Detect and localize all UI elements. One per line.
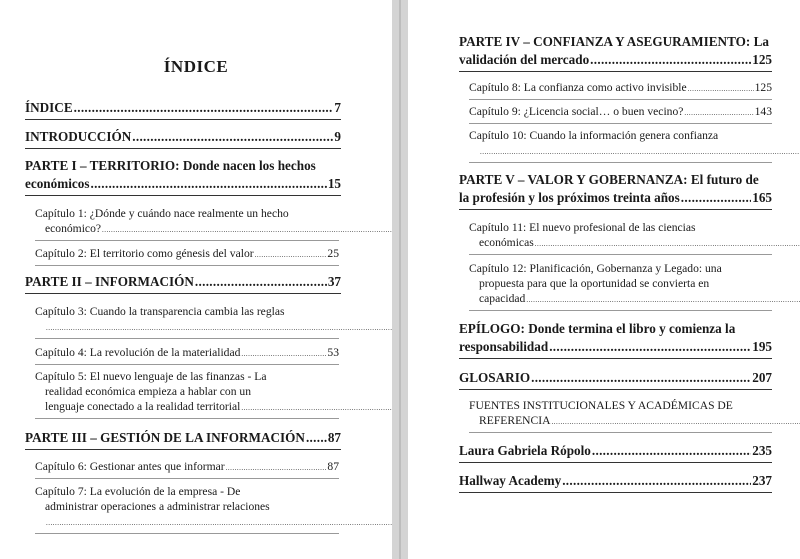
toc-entry-line: PARTE I – TERRITORIO: Donde nacen los hechos <box>25 158 316 173</box>
toc-entry-line: Capítulo 1: ¿Dónde y cuándo nace realmente un hecho <box>35 207 289 220</box>
toc-entry-text: Laura Gabriela Rópolo <box>459 443 591 458</box>
toc-entry-line: realidad económica empieza a hablar con un <box>45 385 252 398</box>
toc-entry-text: GLOSARIO <box>459 370 531 385</box>
toc-entry-capitulo-2[interactable] <box>35 246 339 266</box>
toc-entry-line: Capítulo 10: Cuando la información genera confianza <box>469 129 719 142</box>
dot-leader <box>535 236 800 249</box>
toc-entry-text: PARTE II – INFORMACIÓN <box>25 274 194 289</box>
toc-entry-line: Capítulo 7: La evolución de la empresa - De <box>35 485 241 498</box>
toc-entry-text: Capítulo 2: El territorio como génesis del valor <box>35 247 254 260</box>
toc-entry-line: Capítulo 3: Cuando la transparencia cambia las reglas <box>35 305 285 318</box>
dot-leader <box>226 459 327 476</box>
toc-entry-line: PARTE V – VALOR Y GOBERNANZA: El futuro de <box>459 172 759 187</box>
toc-page-number: 37 <box>327 274 341 289</box>
toc-entry-line: Capítulo 11: El nuevo profesional de las ciencias <box>469 221 696 234</box>
toc-entry-capitulo-4[interactable] <box>35 345 339 365</box>
dot-leader <box>590 51 751 69</box>
toc-entry-hallway-academy[interactable] <box>459 472 772 493</box>
toc-entry-text: Capítulo 8: La confianza como activo invisible <box>469 81 687 94</box>
toc-page-number: 87 <box>327 460 339 473</box>
toc-page-number: 53 <box>327 346 339 359</box>
toc-page-number: 125 <box>754 81 772 94</box>
dot-leader <box>688 80 754 97</box>
toc-entry-introduccion[interactable] <box>25 128 341 149</box>
toc-page-number: 87 <box>327 430 341 445</box>
toc-page-number: 235 <box>752 443 772 458</box>
toc-page-number: 195 <box>752 339 772 354</box>
toc-entry-glosario[interactable] <box>459 369 772 390</box>
dot-leader <box>195 273 327 291</box>
toc-entry-text: Hallway Academy <box>459 473 562 488</box>
toc-entry-parte-1[interactable] <box>25 157 341 196</box>
left-page <box>0 0 392 559</box>
toc-entry-text: Capítulo 4: La revolución de la materialidad <box>35 346 241 359</box>
toc-entry-indice[interactable] <box>25 99 341 120</box>
toc-entry-text: validación del mercado <box>459 52 590 67</box>
toc-entry-capitulo-9[interactable] <box>469 104 772 124</box>
toc-entry-text: capacidad <box>479 292 526 305</box>
toc-page-number: 165 <box>752 190 772 205</box>
toc-entry-line: propuesta para que la oportunidad se convierta en <box>479 277 710 290</box>
toc-entry-text: económicos <box>25 176 90 191</box>
dot-leader <box>102 222 392 235</box>
page-divider <box>399 0 401 559</box>
toc-entry-text: PARTE III – GESTIÓN DE LA INFORMACIÓN <box>25 430 305 445</box>
toc-page-number: 143 <box>754 105 772 118</box>
toc-entry-parte-2[interactable] <box>25 273 341 294</box>
toc-page-number: 237 <box>752 473 772 488</box>
dot-leader <box>592 442 751 460</box>
toc-entry-line: Capítulo 12: Planificación, Gobernanza y Legado: una <box>469 262 722 275</box>
toc-entry-parte-4[interactable] <box>459 33 772 72</box>
dot-leader <box>526 292 800 305</box>
dot-leader <box>46 320 392 333</box>
toc-entry-text: Capítulo 6: Gestionar antes que informar <box>35 460 225 473</box>
dot-leader <box>74 99 334 117</box>
dot-leader <box>90 175 326 193</box>
toc-entry-line: EPÍLOGO: Donde termina el libro y comienza la <box>459 321 736 336</box>
dot-leader <box>552 414 800 427</box>
toc-entry-fuentes[interactable] <box>469 398 772 433</box>
dot-leader <box>549 338 751 356</box>
toc-entry-text: económico? <box>45 222 102 235</box>
toc-entry-line: Capítulo 5: El nuevo lenguaje de las finanzas - La <box>35 370 267 383</box>
toc-entry-line: FUENTES INSTITUCIONALES Y ACADÉMICAS DE <box>469 399 733 412</box>
toc-entry-text: responsabilidad <box>459 339 549 354</box>
toc-entry-capitulo-5[interactable] <box>35 369 339 419</box>
toc-entry-epilogo[interactable] <box>459 320 772 359</box>
toc-entry-text: Capítulo 9: ¿Licencia social… o buen vecino? <box>469 105 684 118</box>
toc-entry-text: económicas <box>479 236 534 249</box>
toc-entry-line: PARTE IV – CONFIANZA Y ASEGURAMIENTO: La <box>459 34 769 49</box>
toc-entry-line: administrar operaciones a administrar relaciones <box>45 500 270 513</box>
toc-page-number: 25 <box>327 247 339 260</box>
dot-leader <box>480 144 800 157</box>
toc-entry-capitulo-1[interactable] <box>35 206 339 241</box>
dot-leader <box>306 429 327 447</box>
toc-entry-autora[interactable] <box>459 442 772 463</box>
toc-entry-capitulo-7[interactable] <box>35 484 339 534</box>
right-page <box>408 0 800 559</box>
toc-entry-text: la profesión y los próximos treinta años <box>459 190 680 205</box>
toc-page-number: 7 <box>334 100 341 115</box>
toc-entry-capitulo-3[interactable] <box>35 304 339 339</box>
toc-entry-text: REFERENCIA <box>479 414 551 427</box>
toc-page-number: 9 <box>334 129 341 144</box>
dot-leader <box>684 104 753 121</box>
dot-leader <box>681 189 751 207</box>
toc-entry-parte-5[interactable] <box>459 171 772 210</box>
dot-leader <box>255 246 327 263</box>
dot-leader <box>531 369 751 387</box>
toc-entry-capitulo-11[interactable] <box>469 220 772 255</box>
dot-leader <box>46 515 392 528</box>
toc-page-number: 125 <box>752 52 772 67</box>
index-title: ÍNDICE <box>163 57 229 76</box>
dot-leader <box>241 400 392 413</box>
toc-page-number: 207 <box>752 370 772 385</box>
dot-leader <box>562 472 751 490</box>
toc-entry-text: INTRODUCCIÓN <box>25 129 132 144</box>
toc-entry-capitulo-8[interactable] <box>469 80 772 100</box>
toc-entry-text: ÍNDICE <box>25 100 73 115</box>
toc-entry-parte-3[interactable] <box>25 429 341 450</box>
toc-entry-text: lenguaje conectado a la realidad territorial <box>45 400 241 413</box>
toc-page-number: 15 <box>327 176 341 191</box>
toc-entry-capitulo-12[interactable] <box>469 261 772 311</box>
toc-entry-capitulo-10[interactable] <box>469 128 772 163</box>
dot-leader <box>241 345 326 362</box>
dot-leader <box>132 128 333 146</box>
toc-entry-capitulo-6[interactable] <box>35 459 339 479</box>
